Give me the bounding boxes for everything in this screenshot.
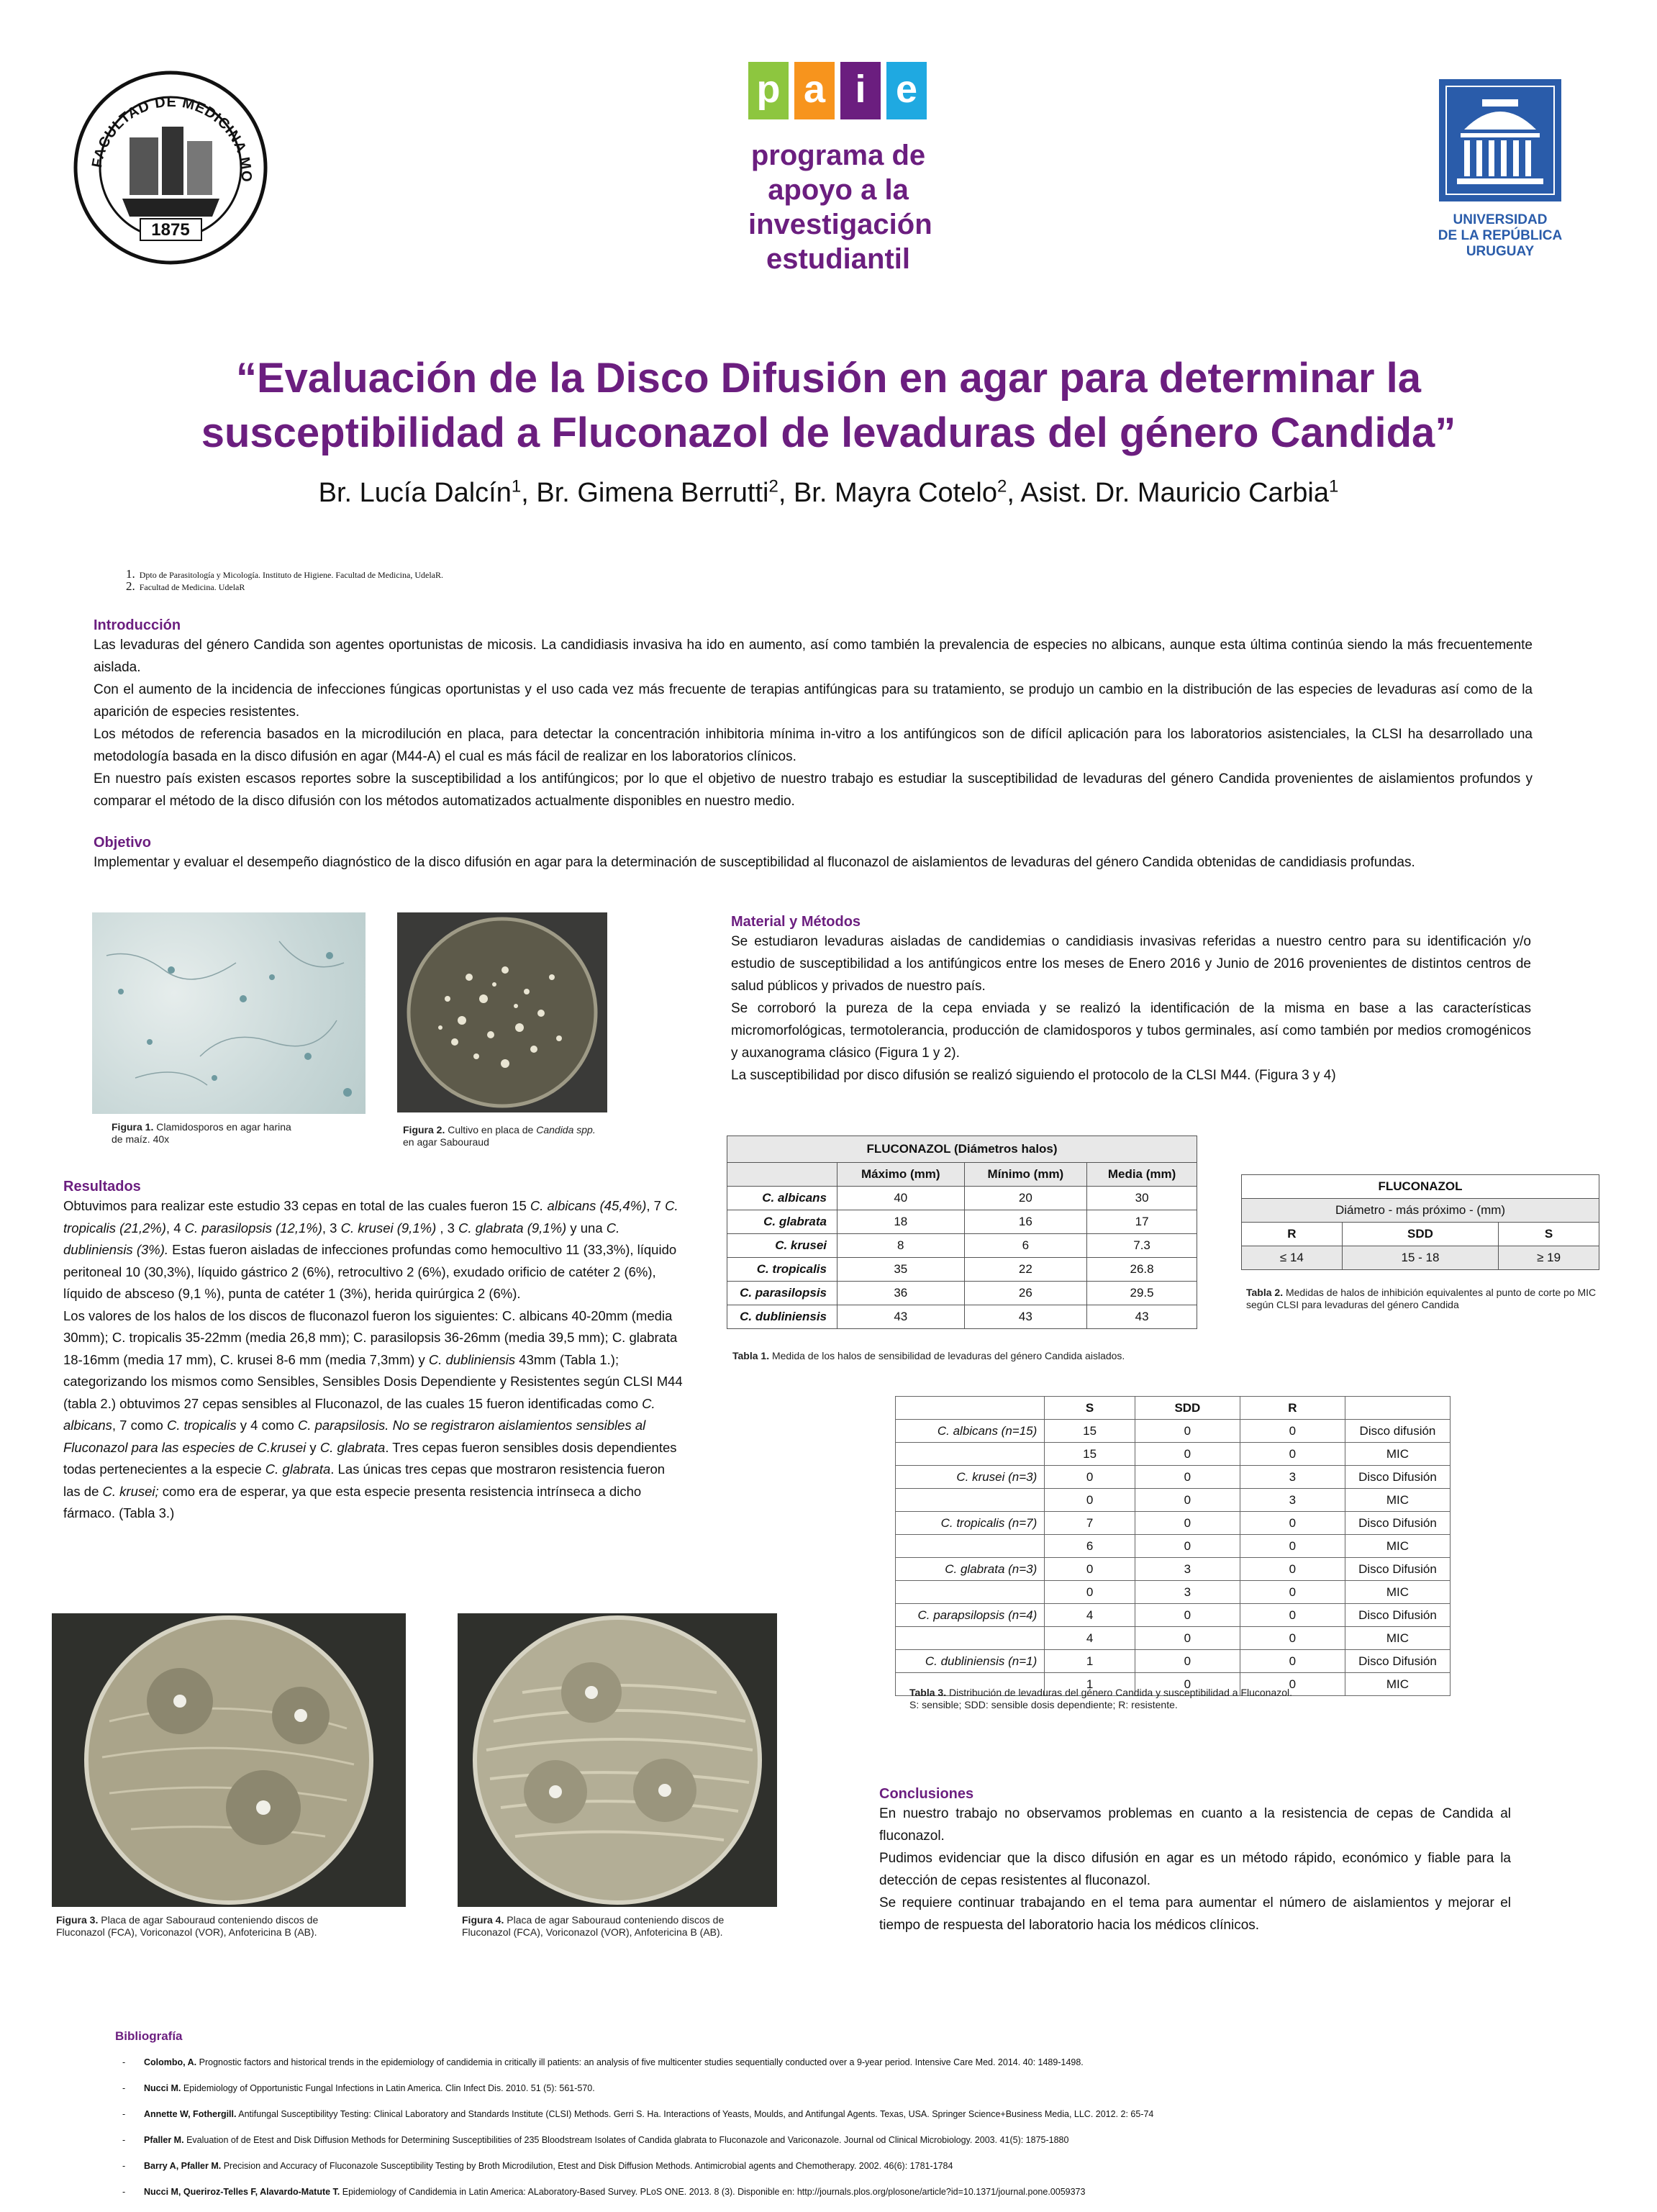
figure-2-image [397, 912, 607, 1112]
author: Asist. Dr. Mauricio Carbia$^1$ [1020, 476, 1339, 508]
bibliography-item: - Nucci M. Epidemiology of Opportunistic Fungal Infections in Latin America. Clin Infect Dis. 2010. 51 (5): 561-570. [115, 2082, 1482, 2094]
intro-paragraph: En nuestro país existen escasos reportes sobre la susceptibilidad a los antifúngicos; por lo que el objetivo de nuestro trabajo es estudiar la susceptibilidad de levaduras del género Candida provenientes de aislamientos profundos y comparar el método de la disco difusión con los métodos automatizados actualmente disponibles en nuestro medio. [94, 771, 1533, 809]
table-row: C. glabrata 18 16 17 [727, 1210, 1197, 1234]
affiliation: 2. Facultad de Medicina. UdelaR [126, 579, 245, 593]
table-1-title: FLUCONAZOL (Diámetros halos) [727, 1136, 1197, 1163]
table-1-header [727, 1163, 837, 1187]
paie-letter-a: a [794, 62, 835, 119]
author: Br. Mayra Cotelo$^2$, [793, 476, 1021, 508]
table-2-header: S [1499, 1223, 1599, 1246]
bibliography-item: - Nucci M, Queriroz-Telles F, Alavardo-Matute T. Epidemiology of Candidemia in Latin America: ALaboratory-Based Survey. PLoS ONE. 2013. 8 (3). Disponible en: http://journals.plos.org/plosone/article?id=10.1371/journal.pone.0059373 [115, 2186, 1482, 2198]
paie-letter-i: i [840, 62, 881, 119]
authors-line [58, 476, 1599, 509]
table-row: C. tropicalis (n=7) 7 0 0 Disco Difusión [896, 1512, 1451, 1535]
paie-tagline-line: investigación [748, 209, 932, 240]
figure-2-caption: Figura 2. Cultivo en placa de Candida spp. en agar Sabouraud [403, 1124, 596, 1148]
introduction-title: Introducción [94, 617, 181, 633]
objective-section [94, 835, 1533, 874]
methods-paragraph: Se estudiaron levaduras aisladas de candidemias o candidiasis invasivas referidas a nuestro centro para su identificación y/o estudio de susceptibilidad a los antifúngicos entre los meses de Enero 2016 y Junio de 2016 provenientes de distintos centros de salud públicos y privados de nuestro país. [731, 934, 1531, 994]
table-2 [1241, 1174, 1599, 1270]
methods-title: Material y Métodos [731, 914, 861, 930]
paie-tagline-line: programa de [750, 140, 926, 171]
bibliography-item: - Pfaller M. Evaluation of de Etest and Disk Diffusion Methods for Determining Susceptibilities of 235 Bloodstream Isolates of Candida glabrata to Fluconazole and Variconazole. Journal od Clinical Microbiology. 2003. 41(5): 1875-1880 [115, 2134, 1482, 2146]
bibliography-item: - Colombo, A. Prognostic factors and historical trends in the epidemiology of candidemia in critically ill patients: an analysis of five multicenter studies sequentially conducted over a 9-year period. Intensive Care Med. 2014. 40: 1489-1498. [115, 2057, 1482, 2068]
table-2-header: SDD [1342, 1223, 1498, 1246]
figure-1-caption: Figura 1. Clamidosporos en agar harina de maíz. 40x [112, 1121, 291, 1145]
table-2-title: FLUCONAZOL [1242, 1175, 1599, 1199]
introduction-section [94, 617, 1533, 812]
paie-tagline-line: estudiantil [766, 243, 911, 275]
table-2-cell: 15 - 18 [1342, 1246, 1498, 1270]
conclusions-paragraph: Pudimos evidenciar que la disco difusión en agar es un método rápido, económico y fiable para la detección de cepas resistentes al fluconazol. [879, 1851, 1511, 1888]
table-row: 0 0 3 MIC [896, 1489, 1451, 1512]
table-row: 0 3 0 MIC [896, 1581, 1451, 1604]
table-1-header: Máximo (mm) [837, 1163, 965, 1187]
table-row: 1 0 0 MIC [896, 1673, 1451, 1696]
table-2-caption: Tabla 2. Medidas de halos de inhibición equivalentes al punto de corte po MIC según CLSI para levaduras del género Candida [1246, 1287, 1597, 1310]
results-title: Resultados [63, 1179, 141, 1195]
conclusions-paragraph: En nuestro trabajo no observamos problemas en cuanto a la resistencia de cepas de Candida al fluconazol. [879, 1806, 1511, 1844]
affiliation: 1. Dpto de Parasitología y Micología. Instituto de Higiene. Facultad de Medicina, UdelaR. [126, 567, 443, 581]
affiliations [126, 568, 443, 593]
bibliography-item: - Annette W, Fothergill. Antifungal Susceptibilityy Testing: Clinical Laboratory and Standards Institute (CLSI) Methods. Gerri S. Ha. Interactions of Yeasts, Moulds, and Antifungal Agents. Texas, USA. Springer Science+Business Media, LLC. 2012. 2: 65-74 [115, 2108, 1482, 2120]
table-row: C. tropicalis 35 22 26.8 [727, 1258, 1197, 1282]
udelar-line: URUGUAY [1466, 244, 1535, 259]
bibliography-section [115, 2029, 1482, 2212]
udelar-line: UNIVERSIDAD [1453, 212, 1548, 227]
author: Br. Gimena Berrutti$^2$, [536, 476, 794, 508]
faculty-seal-logo [72, 69, 270, 267]
udelar-building-icon [1439, 79, 1561, 201]
figure-4-caption: Figura 4. Placa de agar Sabouraud conteniendo discos de Fluconazol (FCA), Voriconazol (VOR), Anfotericina B (AB). [462, 1914, 725, 1938]
table-row: 15 0 0 MIC [896, 1443, 1451, 1466]
intro-paragraph: Con el aumento de la incidencia de infecciones fúngicas oportunistas y el uso cada vez más frecuente de terapias antifúngicas para su tratamiento, se produjo un cambio en la distribución de las especies de levaduras así como de la aparición de especies resistentes. [94, 682, 1533, 720]
table-row: C. krusei (n=3) 0 0 3 Disco Difusión [896, 1466, 1451, 1489]
table-2-subtitle: Diámetro - más próximo - (mm) [1242, 1199, 1599, 1223]
table-row: C. dubliniensis 43 43 43 [727, 1305, 1197, 1329]
objective-text: Implementar y evaluar el desempeño diagnóstico de la disco difusión en agar para la determinación de susceptibilidad al fluconazol de aislamientos de levaduras del género Candida obtenidas de candidiasis profundas. [94, 855, 1415, 870]
table-3-caption: Tabla 3. Distribución de levaduras del género Candida y susceptibilidad a Fluconazol. S: sensible; SDD: sensible dosis dependiente; R: resistente. [909, 1687, 1293, 1710]
paie-letter-e: e [886, 62, 927, 119]
results-text: Obtuvimos para realizar este estudio 33 cepas en total de las cuales fueron 15 C. albicans (45,4%), 7 C. tropicalis (21,2%), 4 C. parasilopsis (12,1%), 3 C. krusei (9,1%) , 3 C. glabrata (9,1%) y una C. dubliniensis (3%). Estas fueron aisladas de infecciones profundas como hemocultivo 11 (33,3%), líquido peritoneal 10 (30,3%), líquido gástrico 2 (6%), retrocultivo 2 (6%), exudado orificio de catéter 2 (6%), líquido de absceso (9,1 %), punta de catéter 1 (3%), herida quirúrgica 2 (6%). Los valores de los halos de los discos de fluconazol fueron los siguientes: C. albicans 40-20mm (media 30mm); C. tropicalis 35-22mm (media 26,8 mm); C. parasilopsis 36-26mm (media 39,5 mm); C. glabrata 18-16mm (media 17 mm), C. krusei 8-6 mm (media 7,3mm) y C. dubliniensis 43mm (Tabla 1.); categorizando los mismos como Sensibles, Sensibles Dosis Dependiente y Resistentes según CLSI M44 (tabla 2.) obtuvimos 27 cepas sensibles al Fluconazol, de las cuales 15 fueron identificadas como C. albicans, 7 como C. tropicalis y 4 como C. parapsilosis. No se registraron aislamientos sensibles al Fluconazol para las especies de C.krusei y C. glabrata. Tres cepas fueron sensibles dosis dependientes todas pertenecientes a la especie C. glabrata. Las únicas tres cepas que mostraron resistencia fueron las de C. krusei; como era de esperar, ya que esta especie presenta resistencia intrínseca a dicho fármaco. (Tabla 3.) [63, 1198, 683, 1520]
author: Br. Lucía Dalcín$^1$, [318, 476, 537, 508]
conclusions-paragraph: Se requiere continuar trabajando en el tema para aumentar el número de aislamientos y mejorar el tiempo de respuesta del laboratorio hacia los médicos clínicos. [879, 1895, 1511, 1933]
table-row: C. parasilopsis 36 26 29.5 [727, 1282, 1197, 1305]
title-line: “Evaluación de la Disco Difusión en agar para determinar la [235, 355, 1422, 402]
table-1 [727, 1136, 1197, 1329]
table-row: C. albicans (n=15) 15 0 0 Disco difusión [896, 1420, 1451, 1443]
title-line: susceptibilidad a Fluconazol de levaduras del género Candida” [201, 409, 1456, 456]
svg-text:1875: 1875 [151, 220, 190, 240]
table-1-header: Mínimo (mm) [964, 1163, 1087, 1187]
paie-letter-p: p [748, 62, 789, 119]
table-3-header: S [1045, 1397, 1135, 1420]
objective-title: Objetivo [94, 835, 152, 851]
table-2-cell: ≥ 19 [1499, 1246, 1599, 1270]
figure-3-caption: Figura 3. Placa de agar Sabouraud conteniendo discos de Fluconazol (FCA), Voriconazol (VOR), Anfotericina B (AB). [56, 1914, 319, 1938]
figure-3-image [52, 1613, 406, 1907]
methods-section [731, 914, 1531, 1087]
intro-paragraph: Los métodos de referencia basados en la microdilución en placa, para detectar la concentración inhibitoria mínima in-vitro a los antifúngicos son de difícil aplicación para los laboratorios asistenciales, la CLSI ha desarrollado una metodología basada en la disco difusión en agar (M44-A) el cual es más fácil de realizar en los laboratorios clínicos. [94, 727, 1533, 764]
poster-title [58, 351, 1599, 461]
intro-paragraph: Las levaduras del género Candida son agentes oportunistas de micosis. La candidiasis invasiva ha ido en aumento, así como también la prevalencia de especies no albicans, aunque esta última continúa siendo la más frecuentemente aislada. [94, 638, 1533, 675]
conclusions-title: Conclusiones [879, 1786, 974, 1802]
table-3-header: SDD [1135, 1397, 1240, 1420]
table-3-header: R [1240, 1397, 1345, 1420]
table-row: C. krusei 8 6 7.3 [727, 1234, 1197, 1258]
methods-paragraph: Se corroboró la pureza de la cepa enviada y se realizó la identificación de la misma en base a las características micromorfológicas, termotolerancia, producción de clamidosporos y tubos germinales, así como también por medios cromogénicos y auxanograma clásico (Figura 1 y 2). [731, 1001, 1531, 1061]
bibliography-title: Bibliografía [115, 2029, 183, 2043]
bibliography-item: - Barry A, Pfaller M. Precision and Accuracy of Fluconazole Susceptibility Testing by Broth Microdilution, Etest and Disk Diffusion Methods. Antimicrobial agents and Chemotherapy. 2002. 46(6): 1781-1784 [115, 2160, 1482, 2172]
table-row: 4 0 0 MIC [896, 1627, 1451, 1650]
table-1-caption: Tabla 1. Medida de los halos de sensibilidad de levaduras del género Candida aislados. [732, 1350, 1125, 1361]
methods-paragraph: La susceptibilidad por disco difusión se realizó siguiendo el protocolo de la CLSI M44. (Figura 3 y 4) [731, 1068, 1336, 1083]
paie-logo [748, 62, 943, 292]
table-1-header: Media (mm) [1087, 1163, 1197, 1187]
table-row: C. albicans 40 20 30 [727, 1187, 1197, 1210]
svg-text:FACULTAD DE MEDICINA MONTEVIDE: FACULTAD DE MEDICINA MO [88, 94, 255, 183]
paie-tagline-line: apoyo a la [768, 174, 909, 206]
table-2-header: R [1242, 1223, 1343, 1246]
figure-4-image [458, 1613, 777, 1907]
table-row: C. dubliniensis (n=1) 1 0 0 Disco Difusión [896, 1650, 1451, 1673]
figure-1-image [92, 912, 366, 1114]
conclusions-section [879, 1786, 1511, 1936]
results-section [63, 1179, 684, 1525]
udelar-line: DE LA REPÚBLICA [1438, 228, 1563, 243]
udelar-logo [1428, 79, 1572, 266]
table-row: C. parapsilopsis (n=4) 4 0 0 Disco Difusión [896, 1604, 1451, 1627]
table-row: C. glabrata (n=3) 0 3 0 Disco Difusión [896, 1558, 1451, 1581]
table-2-cell: ≤ 14 [1242, 1246, 1343, 1270]
table-row: 6 0 0 MIC [896, 1535, 1451, 1558]
table-3 [895, 1396, 1451, 1696]
